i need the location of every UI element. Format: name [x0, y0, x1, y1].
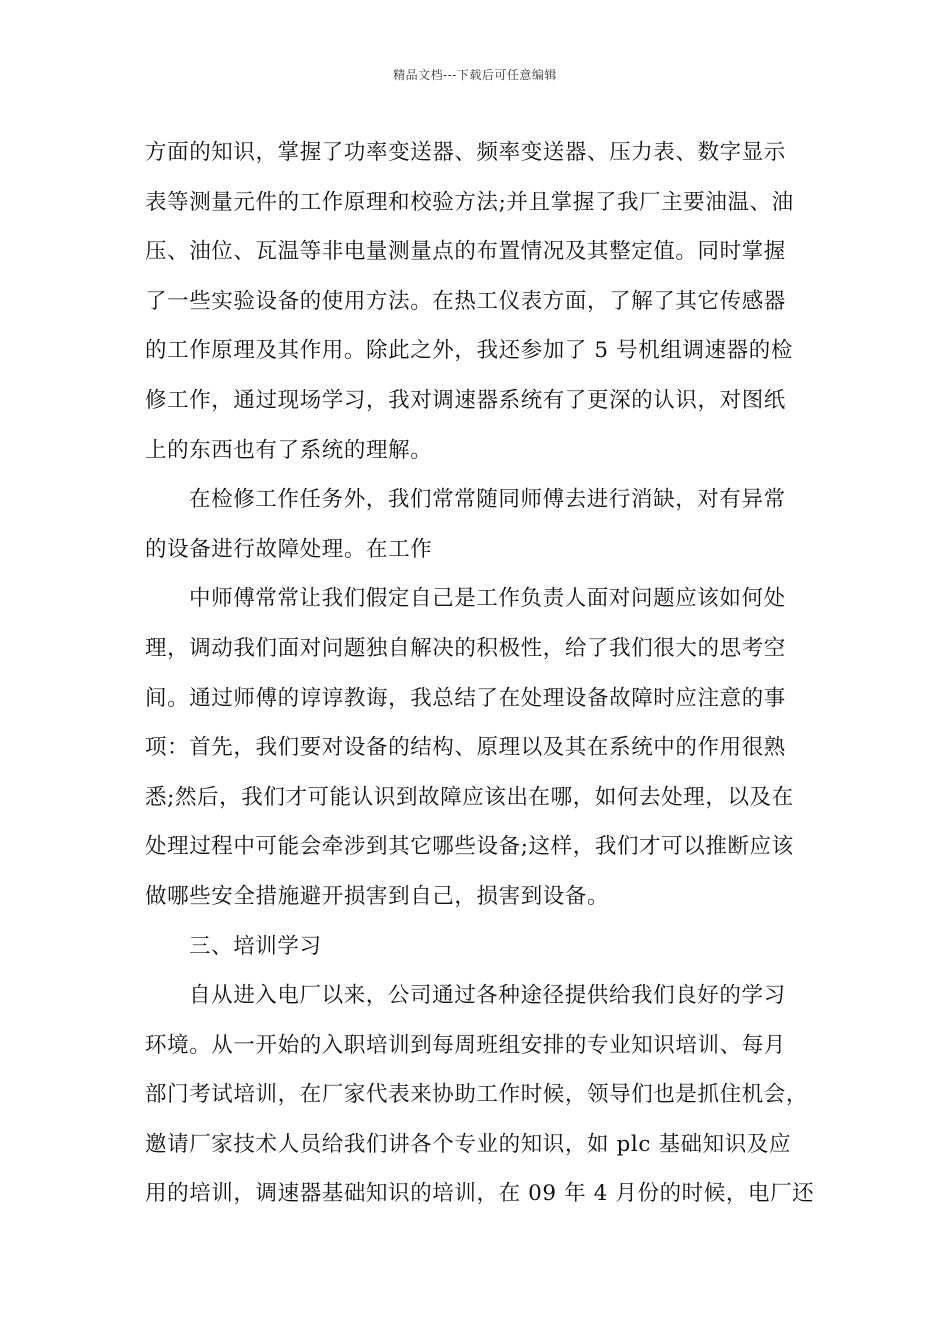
text-line: 项：首先，我们要对设备的结构、原理以及其在系统中的作用很熟: [145, 735, 786, 761]
page-header: 精品文档---下载后可任意编辑: [393, 68, 557, 82]
text-line: 了一些实验设备的使用方法。在热工仪表方面，了解了其它传感器: [145, 288, 786, 314]
text-line: 邀请厂家技术人员给我们讲各个专业的知识，如 plc 基础知识及应: [145, 1131, 792, 1157]
text-line: 方面的知识，掌握了功率变送器、频率变送器、压力表、数字显示: [145, 140, 786, 165]
text-line: 修工作，通过现场学习，我对调速器系统有了更深的认识，对图纸: [145, 387, 786, 413]
text-line: 环境。从一开始的入职培训到每周班组安排的专业知识培训、每月: [145, 1032, 786, 1058]
text-line: 部门考试培训，在厂家代表来协助工作时候，领导们也是抓住机会，: [145, 1082, 809, 1108]
text-line: 三、培训学习: [189, 933, 322, 959]
text-line: 表等测量元件的工作原理和校验方法;并且掌握了我厂主要油温、油: [145, 189, 794, 215]
text-line: 压、油位、瓦温等非电量测量点的布置情况及其整定值。同时掌握: [145, 239, 786, 265]
text-line: 做哪些安全措施避开损害到自己，损害到设备。: [145, 883, 610, 909]
text-line: 悉;然后，我们才可能认识到故障应该出在哪，如何去处理，以及在: [145, 784, 794, 810]
text-line: 理，调动我们面对问题独自解决的积极性，给了我们很大的思考空: [145, 635, 786, 661]
text-line: 上的东西也有了系统的理解。: [145, 437, 433, 463]
text-line: 中师傅常常让我们假定自己是工作负责人面对问题应该如何处: [189, 586, 786, 612]
text-line: 在检修工作任务外，我们常常随同师傅去进行消缺，对有异常: [189, 487, 786, 513]
text-line: 间。通过师傅的谆谆教诲，我总结了在处理设备故障时应注意的事: [145, 685, 786, 711]
text-line: 用的培训，调速器基础知识的培训，在 09 年 4 月份的时候，电厂还: [145, 1181, 815, 1207]
document-body: [145, 128, 821, 1219]
text-line: 的工作原理及其作用。除此之外，我还参加了 5 号机组调速器的检: [145, 338, 793, 364]
text-line: 处理过程中可能会牵涉到其它哪些设备;这样，我们才可以推断应该: [145, 834, 794, 860]
text-line: 自从进入电厂以来，公司通过各种途径提供给我们良好的学习: [189, 983, 786, 1009]
text-line: 的设备进行故障处理。在工作: [145, 536, 433, 562]
